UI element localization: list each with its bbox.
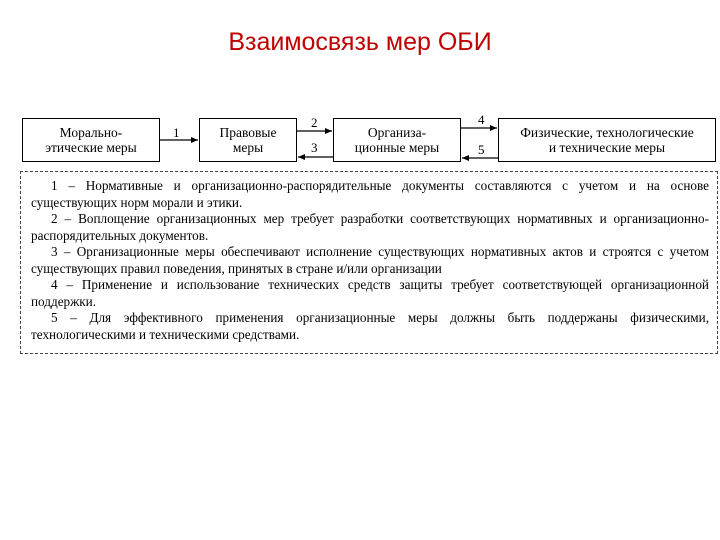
box-label: Морально- этические меры (45, 125, 137, 155)
box-moral-ethical (22, 118, 160, 162)
box-organizational (333, 118, 461, 162)
arrow-label-5: 5 (478, 142, 485, 157)
arrow-label-3: 3 (311, 140, 318, 155)
arrow-label-2: 2 (311, 115, 318, 130)
box-label: Правовые меры (219, 125, 277, 155)
note-3: 3 – Организационные меры обеспечивают исполнение существующих нормативных актов и строятся с учетом существующих правил поведения, принятых в стране и/или организации (31, 244, 709, 276)
note-1: 1 – Нормативные и организационно-распорядительные документы составляются с учетом и на основе существующих норм морали и этики. (31, 178, 709, 210)
box-legal (199, 118, 297, 162)
note-2: 2 – Воплощение организационных мер требует разработки соответствующих нормативных и организационно-распорядительных документов. (31, 211, 709, 243)
box-physical-technical (498, 118, 716, 162)
note-4: 4 – Применение и использование технических средств защиты требует соответствующей организационной поддержки. (31, 277, 709, 309)
note-5: 5 – Для эффективного применения организационные меры должны быть поддержаны физическими, технологическими и техническими средствами. (31, 310, 709, 342)
arrow-label-4: 4 (478, 112, 485, 127)
box-label: Физические, технологические и технические меры (520, 125, 694, 155)
box-label: Организа- ционные меры (354, 125, 440, 155)
arrow-label-1: 1 (173, 125, 180, 140)
slide-title: Взаимосвязь мер ОБИ (228, 28, 492, 56)
notes-panel (20, 171, 718, 354)
